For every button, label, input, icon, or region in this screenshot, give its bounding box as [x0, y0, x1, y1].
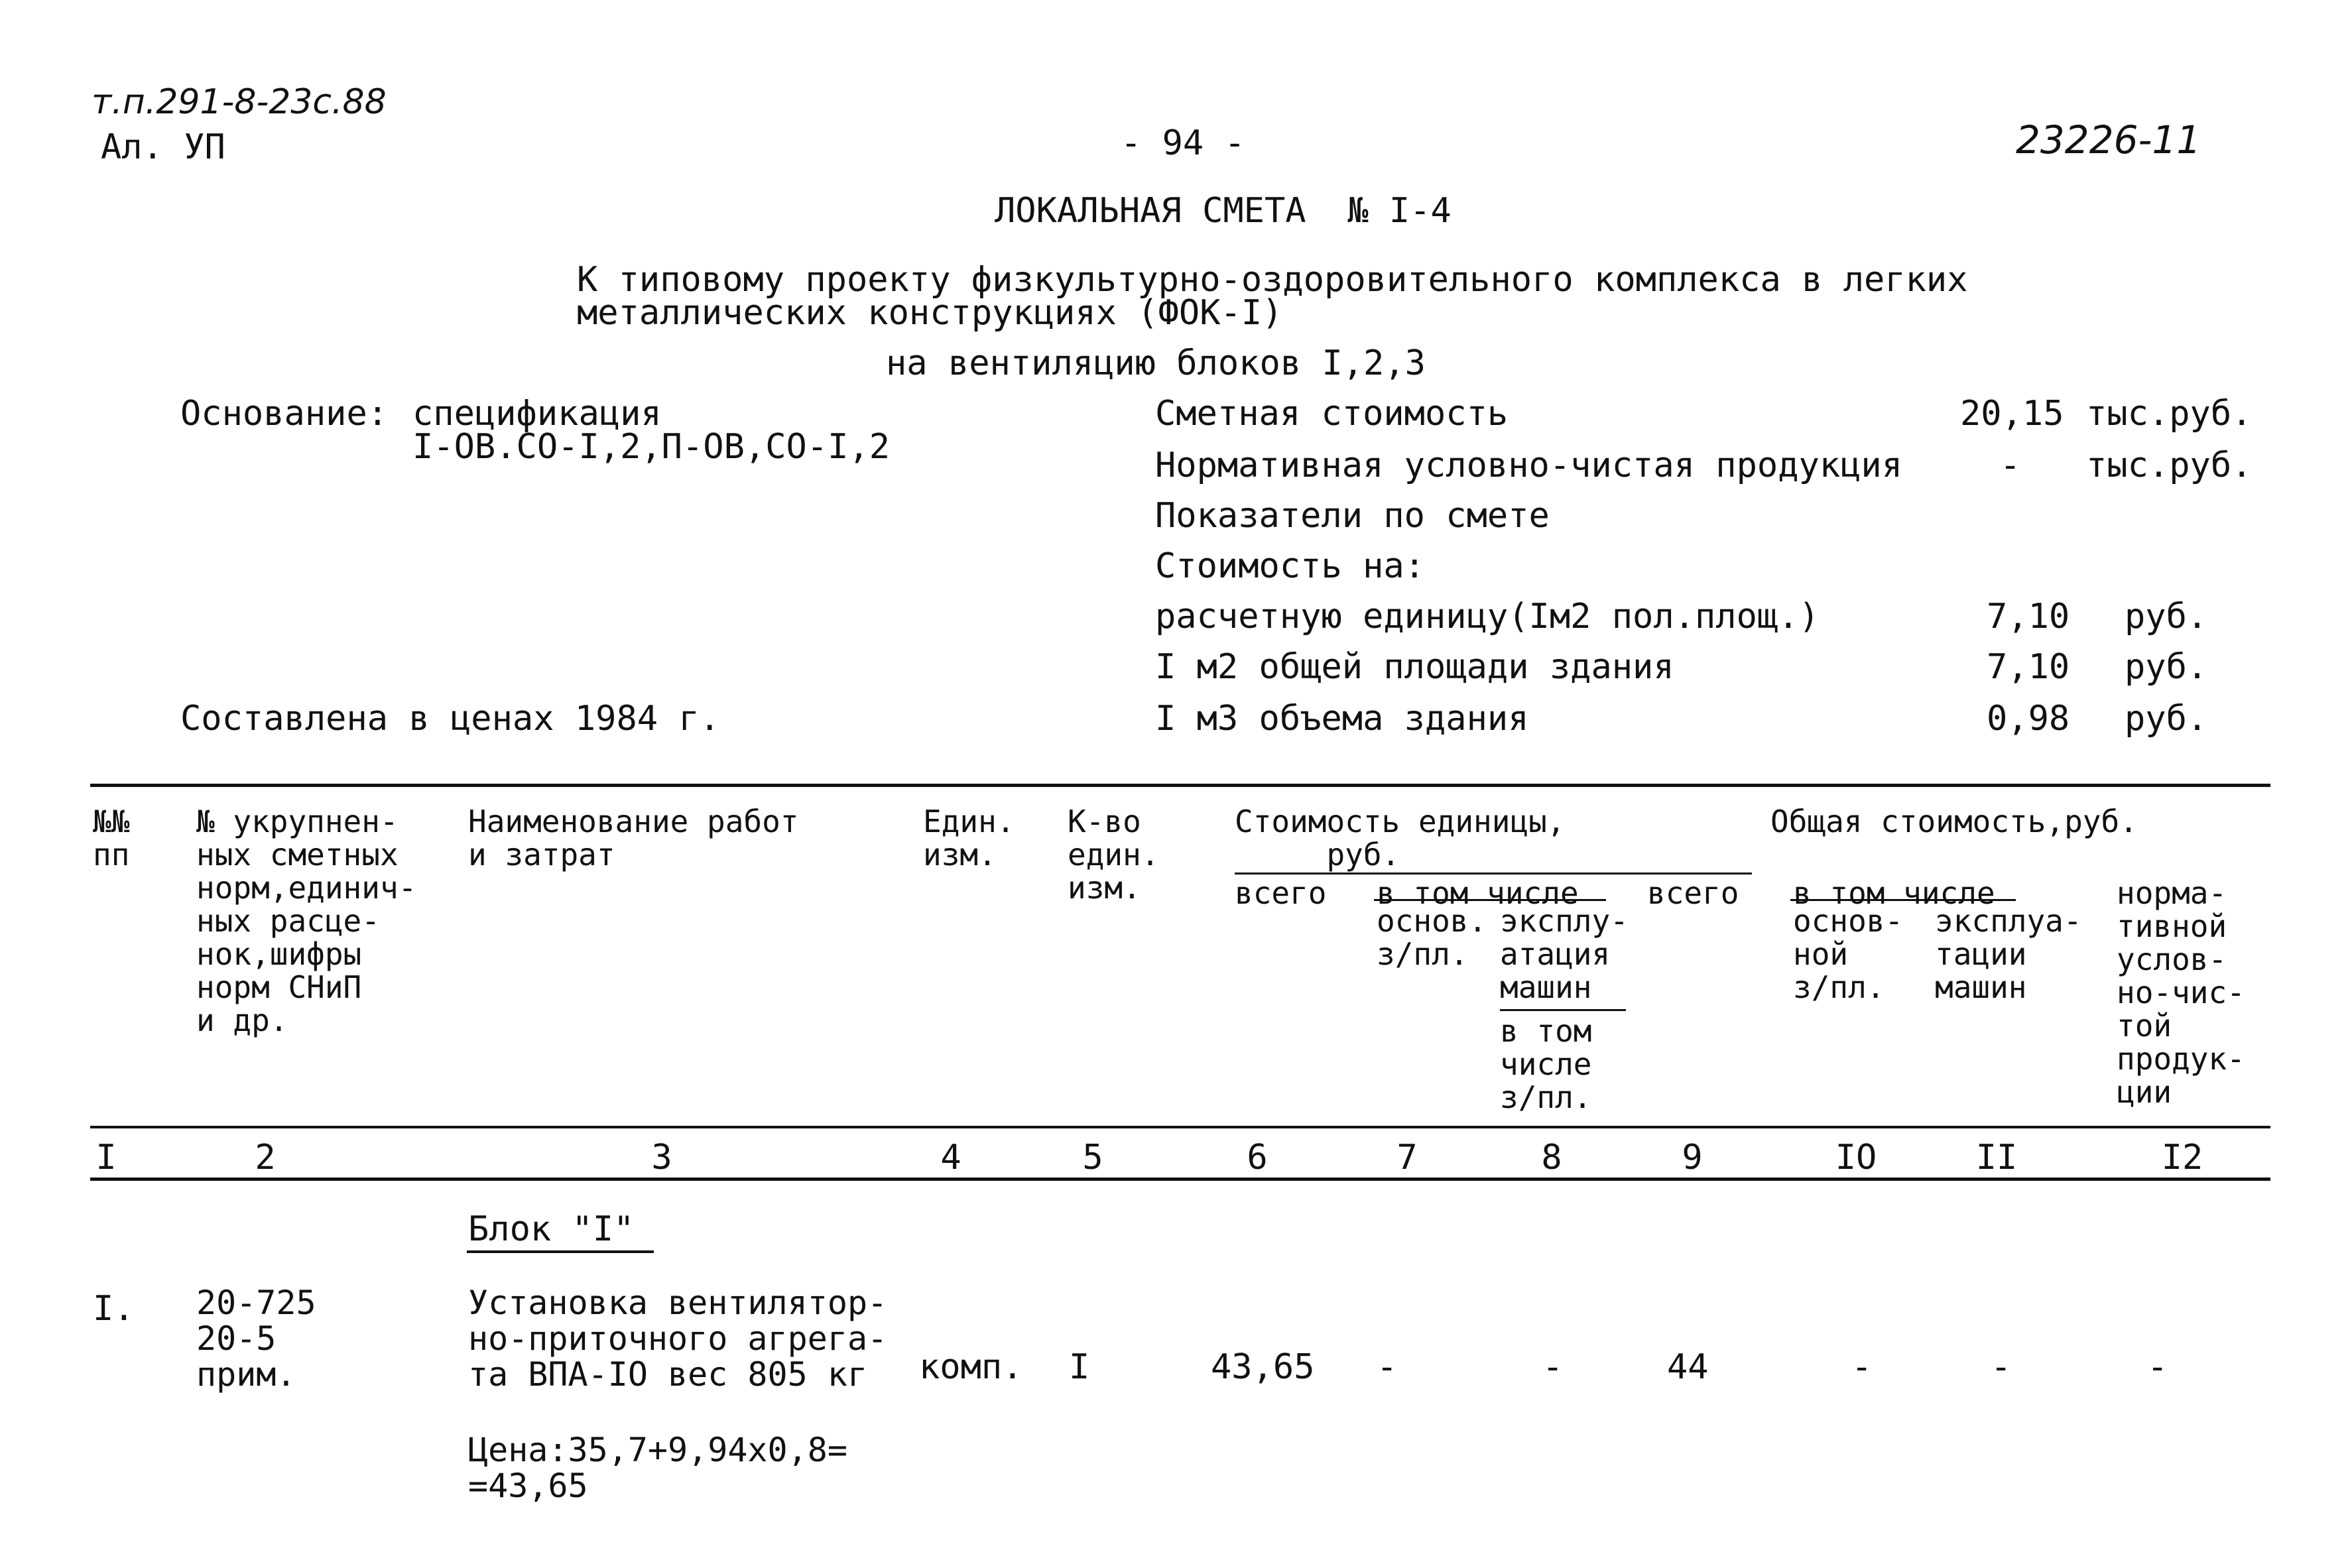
- row-unit-total: 43,65: [1211, 1347, 1315, 1387]
- header-total-base-salary: основ- ной з/пл.: [1793, 903, 1904, 1005]
- row-quantity: I: [1069, 1347, 1090, 1387]
- indicator-label: I м2 общей площади здания: [1155, 647, 1674, 687]
- column-number: 6: [1247, 1138, 1268, 1177]
- indicator-value: 7,10: [1987, 647, 2070, 687]
- row-unit-base-salary: -: [1377, 1347, 1398, 1387]
- column-number: 4: [940, 1138, 961, 1177]
- album-label: Ал. УП: [101, 127, 225, 167]
- unit-cost-rule: [1235, 873, 1752, 874]
- row-work-name: Установка вентилятор- но-приточного агрега- та ВПА-IO вес 805 кг: [468, 1284, 888, 1394]
- row-total: 44: [1667, 1347, 1709, 1387]
- indicator-label: I м3 объема здания: [1155, 699, 1529, 739]
- row-total-base-salary: -: [1851, 1347, 1873, 1387]
- row-normative-net: -: [2147, 1347, 2168, 1387]
- title-line-1: К типовому проекту физкультурно-оздоровительного комплекса в легких: [577, 260, 1968, 300]
- header-work-name: Наименование работ и затрат: [468, 804, 799, 873]
- title-line-2: металлических конструкциях (ФОК-I): [577, 293, 1283, 333]
- column-number: I: [95, 1138, 117, 1177]
- indicator-value: 7,10: [1987, 597, 2070, 636]
- column-number: 7: [1396, 1138, 1418, 1177]
- column-number: 5: [1082, 1138, 1103, 1177]
- basis-label: Основание:: [180, 394, 389, 434]
- row-unit: комп.: [919, 1347, 1023, 1387]
- archive-number: 23226-11: [2016, 117, 2201, 162]
- row-norm-codes: 20-725 20-5 прим.: [196, 1284, 316, 1394]
- column-number: II: [1975, 1138, 2018, 1177]
- header-norm-codes: № укрупнен- ных сметных норм,единич- ных расце- нок,шифры норм СНиП и др.: [196, 804, 417, 1038]
- indicator-label: расчетную единицу(Iм2 пол.площ.): [1155, 597, 1820, 636]
- indicator-unit: тыс.руб.: [2086, 446, 2253, 485]
- indicator-value: 0,98: [1987, 699, 2070, 739]
- row-number: I.: [93, 1289, 135, 1329]
- table-top-rule: [90, 784, 2270, 787]
- block-title-underline: [467, 1250, 654, 1253]
- column-numbers-rule: [90, 1177, 2270, 1181]
- title-line-3: на вентиляцию блоков I,2,3: [886, 343, 1426, 383]
- header-row-number: №№ пп: [93, 804, 130, 873]
- price-level: Составлена в ценах 1984 г.: [180, 699, 720, 739]
- block-title: Блок "I": [468, 1209, 635, 1249]
- header-total-sum: всего: [1647, 875, 1739, 911]
- header-unit-base-salary: основ. з/пл.: [1377, 903, 1487, 972]
- indicator-unit: руб.: [2125, 647, 2208, 687]
- indicator-unit: тыс.руб.: [2086, 394, 2253, 434]
- machine-split-rule: [1500, 1009, 1626, 1011]
- indicator-label: Нормативная условно-чистая продукция: [1155, 446, 1903, 485]
- estimate-title: ЛОКАЛЬНАЯ СМЕТА № I-4: [995, 191, 1452, 231]
- header-total-cost: Общая стоимость,руб.: [1770, 804, 2138, 839]
- column-number: 2: [255, 1138, 276, 1177]
- header-unit-machines: эксплу- атация машин: [1500, 903, 1629, 1005]
- header-total-machines: эксплуа- тации машин: [1935, 903, 2082, 1005]
- indicator-unit: руб.: [2125, 699, 2208, 739]
- column-number: 3: [651, 1138, 672, 1177]
- basis-line-2: I-ОВ.СО-I,2,П-ОВ,СО-I,2: [412, 427, 891, 467]
- basis-line-1: спецификация: [412, 394, 662, 434]
- column-number: I2: [2161, 1138, 2203, 1177]
- row-total-machines: -: [1991, 1347, 2012, 1387]
- project-code: т.п.291-8-23с.88: [92, 82, 387, 122]
- indicator-label: Сметная стоимость: [1155, 394, 1509, 434]
- header-total-incl: в том числе: [1793, 875, 1995, 911]
- header-quantity: К-во един. изм.: [1068, 804, 1160, 906]
- column-number: 9: [1682, 1138, 1703, 1177]
- header-normative-net: норма- тивной услов- но-чис- той продук- ции: [2117, 875, 2245, 1110]
- header-unit-incl: в том числе: [1377, 875, 1579, 911]
- header-unit: Един. изм.: [923, 804, 1015, 873]
- indicator-value: 20,15: [1960, 394, 2064, 434]
- indicator-label: Показатели по смете: [1155, 496, 1550, 536]
- header-unit-total: всего: [1235, 875, 1327, 911]
- column-number: 8: [1541, 1138, 1562, 1177]
- header-unit-machines-salary: в том числе з/пл.: [1500, 1013, 1592, 1115]
- header-bottom-rule: [90, 1126, 2270, 1128]
- indicator-value: -: [2000, 446, 2021, 485]
- indicator-label: Стоимость на:: [1155, 546, 1425, 586]
- page-number: - 94 -: [1121, 123, 1245, 163]
- row-price-note: Цена:35,7+9,94х0,8= =43,65: [468, 1431, 847, 1505]
- header-unit-cost: Стоимость единицы, руб.: [1235, 804, 1566, 873]
- column-number: IO: [1835, 1138, 1877, 1177]
- indicator-unit: руб.: [2125, 597, 2208, 636]
- row-unit-machines: -: [1542, 1347, 1564, 1387]
